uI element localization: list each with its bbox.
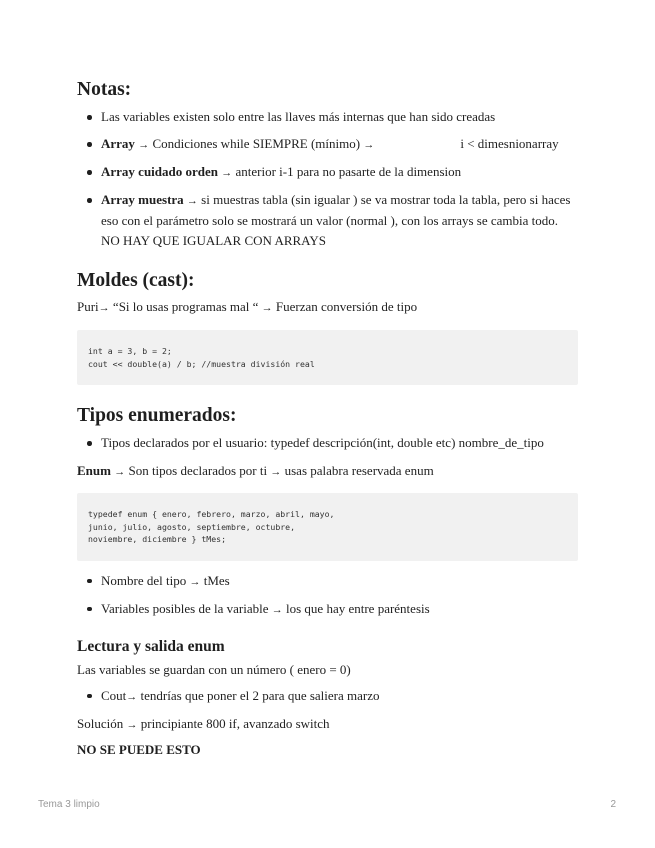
final-bold: NO SE PUEDE ESTO	[77, 741, 201, 757]
item-bold: Array	[101, 136, 135, 151]
item-tail: tendrías que poner el 2 para que saliera marzo	[137, 687, 380, 703]
enum-tail: usas palabra reservada enum	[281, 463, 434, 478]
moldes-text-c: Fuerzan conversión de tipo	[272, 299, 418, 314]
arrow-icon: →	[126, 718, 138, 731]
item-text: anterior i-1 para no pasarte de la dimension	[232, 164, 462, 179]
arrow-icon: →	[138, 139, 150, 151]
lectura-line: Las variables se guardan con un número ( enero = 0)	[77, 661, 351, 677]
arrow-icon: →	[126, 690, 138, 703]
item-bold: Array muestra	[101, 192, 184, 207]
arrow-icon: →	[221, 167, 233, 179]
list-item	[77, 134, 578, 155]
section-title-lectura: Lectura y salida enum	[77, 637, 225, 655]
tipos-list	[77, 433, 578, 453]
lectura-list	[77, 686, 578, 707]
arrow-icon: →	[363, 139, 375, 151]
arrow-icon: →	[261, 302, 273, 314]
section-title-tipos: Tipos enumerados:	[77, 405, 237, 426]
item-tail: los que hay entre paréntesis	[282, 600, 430, 616]
item-text: Nombre del tipo	[101, 572, 190, 588]
moldes-text-a: Puri	[77, 299, 99, 314]
list-item	[77, 599, 578, 620]
final-note	[77, 740, 578, 759]
section-title-notas: Notas:	[77, 79, 132, 100]
solucion-text: Solución	[77, 715, 127, 731]
list-item	[77, 190, 578, 251]
item-text: si muestras tabla (sin igualar ) se va mostrar toda la tabla, pero si haces eso con el parámetro solo se mostrará un valor (normal ), con los arrays se cambia todo. NO HAY QUE IGUALAR CON ARRAYS	[101, 192, 571, 248]
item-text: Variables posibles de la variable	[101, 600, 272, 616]
enum-bold: Enum	[77, 463, 111, 478]
item-text: Condiciones while SIEMPRE (mínimo)	[149, 136, 364, 151]
arrow-icon: →	[186, 195, 198, 207]
item-text: Cout	[101, 687, 127, 703]
list-item	[77, 107, 578, 127]
arrow-icon: →	[98, 302, 110, 314]
moldes-text-b: “Si lo usas programas mal “	[109, 299, 262, 314]
arrow-icon: →	[270, 466, 282, 478]
code-block-cast: int a = 3, b = 2; cout << double(a) / b; //muestra división real	[77, 330, 578, 385]
document-page	[77, 76, 578, 759]
list-item	[77, 433, 578, 453]
item-tail: tMes	[200, 572, 230, 588]
footer-page-number: 2	[610, 799, 616, 810]
tipos-list-2	[77, 571, 578, 620]
enum-text: Son tipos declarados por ti	[125, 463, 271, 478]
item-tail: i < dimesnionarray	[460, 136, 559, 151]
arrow-icon: →	[189, 575, 201, 588]
list-item	[77, 686, 578, 707]
moldes-line	[77, 297, 578, 318]
notas-list	[77, 107, 578, 251]
arrow-icon: →	[271, 603, 283, 616]
solucion-tail: principiante 800 if, avanzado switch	[137, 715, 330, 731]
list-item	[77, 571, 578, 592]
section-title-moldes: Moldes (cast):	[77, 270, 195, 291]
item-text: Las variables existen solo entre las llaves más internas que han sido creadas	[101, 109, 496, 124]
solucion-line	[77, 714, 578, 735]
arrow-icon: →	[114, 466, 126, 478]
item-bold: Array cuidado orden	[101, 164, 218, 179]
item-text: Tipos declarados por el usuario: typedef descripción(int, double etc) nombre_de_tipo	[101, 435, 544, 450]
enum-line	[77, 461, 578, 482]
footer-doc-title: Tema 3 limpio	[38, 799, 100, 810]
list-item	[77, 162, 578, 183]
code-block-enum: typedef enum { enero, febrero, marzo, abril, mayo, junio, julio, agosto, septiembre, octubre, noviembre, diciembre } tMes;	[77, 493, 578, 561]
